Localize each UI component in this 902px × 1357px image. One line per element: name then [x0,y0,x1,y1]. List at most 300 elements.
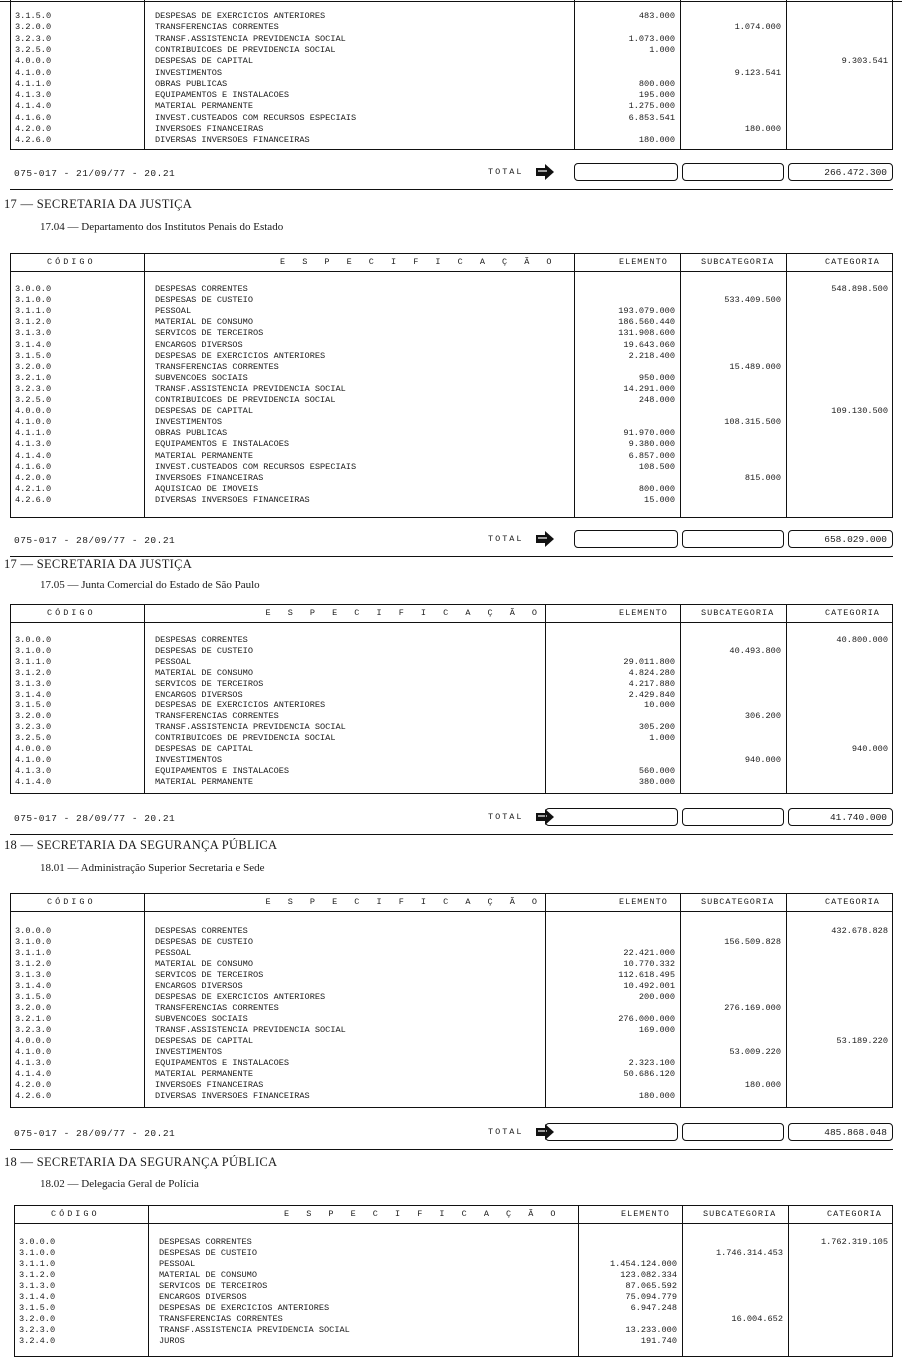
table-row [11,295,892,306]
row-code: 4.1.1.0 [15,428,52,439]
table-row [11,1058,892,1069]
row-subcategoria: 9.123.541 [734,67,781,78]
table-row [11,113,892,124]
row-code: 4.2.6.0 [15,494,52,505]
row-code: 4.2.6.0 [15,135,52,146]
row-code: 4.2.0.0 [15,1080,52,1090]
row-description: DESPESAS DE EXERCICIOS ANTERIORES [155,700,326,711]
table-row [11,937,892,948]
row-elemento: 6.947.248 [630,1303,677,1313]
total-label: TOTAL [488,1127,524,1137]
row-code: 3.1.1.0 [15,306,52,317]
row-code: 4.0.0.0 [15,406,52,417]
row-description: SERVICOS DE TERCEIROS [159,1281,268,1291]
table-row [11,306,892,317]
header-codigo: CÓDIGO [47,257,96,267]
row-code: 4.2.1.0 [15,483,52,494]
row-code: 3.1.4.0 [15,981,52,991]
row-description: PESSOAL [155,948,192,958]
category-total-box: 485.868.048 [788,1123,893,1141]
row-elemento: 108.500 [638,461,675,472]
table-row [15,1336,892,1347]
header-especificacao: E S P E C I F I C A Ç Ã O [284,1209,562,1219]
row-description: DESPESAS CORRENTES [155,284,248,294]
category-total-box: 41.740.000 [788,808,893,826]
row-code: 4.1.4.0 [15,101,52,112]
row-code: 4.1.3.0 [15,90,52,101]
header-subcategoria: SUBCATEGORIA [703,1209,777,1219]
row-code: 3.1.2.0 [19,1270,56,1280]
table-row [11,646,892,657]
row-description: DESPESAS DE EXERCICIOS ANTERIORES [155,11,326,21]
row-description: TRANSFERENCIAS CORRENTES [155,711,279,722]
row-description: MATERIAL DE CONSUMO [155,317,253,328]
section-subheading: 18.01 — Administração Superior Secretaria e Sede [40,862,265,874]
row-code: 3.1.5.0 [15,992,52,1002]
row-code: 3.1.2.0 [15,317,52,328]
table-row [11,395,892,406]
table-row [11,417,892,428]
row-code: 3.1.3.0 [15,328,52,339]
table-row [11,959,892,970]
table-row [11,1036,892,1047]
table-row [11,428,892,439]
row-elemento: 4.824.280 [628,667,675,678]
section-heading: 17 — SECRETARIA DA JUSTIÇA [4,557,193,571]
row-description: TRANSF.ASSISTENCIA PREVIDENCIA SOCIAL [155,33,346,44]
table-row [11,766,892,777]
table-row [15,1248,892,1259]
table-row [11,1014,892,1025]
row-code: 3.1.5.0 [15,11,52,21]
header-elemento: ELEMENTO [619,257,668,267]
table-footer [0,1123,902,1145]
row-elemento: 950.000 [638,372,675,383]
table-row [11,317,892,328]
row-description: TRANSF.ASSISTENCIA PREVIDENCIA SOCIAL [159,1325,350,1335]
row-categoria: 548.898.500 [831,284,888,294]
row-subcategoria: 156.509.828 [724,937,781,947]
row-code: 3.1.4.0 [15,689,52,700]
section-heading: 18 — SECRETARIA DA SEGURANÇA PÚBLICA [4,838,278,852]
table-footer [0,808,902,830]
row-elemento: 131.908.600 [618,328,675,339]
row-description: ENCARGOS DIVERSOS [155,339,243,350]
row-description: TRANSF.ASSISTENCIA PREVIDENCIA SOCIAL [155,722,346,733]
table-row [11,90,892,101]
row-subcategoria: 276.169.000 [724,1003,781,1013]
row-description: OBRAS PUBLICAS [155,78,228,89]
row-elemento: 1.073.000 [628,33,675,44]
row-description: EQUIPAMENTOS E INSTALACOES [155,1058,290,1068]
table-row [11,1025,892,1036]
row-subcategoria: 15.489.000 [729,361,781,372]
header-elemento: ELEMENTO [619,608,668,618]
row-code: 4.2.0.0 [15,124,52,134]
row-subcategoria: 108.315.500 [724,417,781,428]
footer-code: 075-017 - 28/09/77 - 20.21 [14,1128,176,1139]
row-description: INVESTIMENTOS [155,1047,223,1057]
table-row [15,1303,892,1314]
row-elemento: 112.618.495 [618,970,675,980]
table-row [11,439,892,450]
row-subcategoria: 940.000 [744,754,781,765]
row-code: 4.1.0.0 [15,417,52,428]
row-description: DESPESAS DE CUSTEIO [155,645,253,656]
row-description: TRANSFERENCIAS CORRENTES [155,361,279,372]
total-label: TOTAL [488,534,524,544]
table-row [15,1259,892,1270]
footer-code: 075-017 - 21/09/77 - 20.21 [14,168,176,179]
row-elemento: 169.000 [638,1025,675,1035]
header-subcategoria: SUBCATEGORIA [701,257,775,267]
table-row [11,1003,892,1014]
row-description: MATERIAL PERMANENTE [155,776,253,787]
row-elemento: 180.000 [638,1091,675,1101]
table-row [11,351,892,362]
subcategory-total-box [682,530,784,548]
row-elemento: 1.000 [649,733,675,744]
budget-table [10,604,893,794]
header-elemento: ELEMENTO [621,1209,670,1219]
footer-rule [10,834,893,835]
row-description: DESPESAS DE CAPITAL [155,406,253,417]
row-description: DESPESAS DE CUSTEIO [155,937,253,947]
row-elemento: 10.770.332 [623,959,675,969]
row-description: DESPESAS DE CAPITAL [155,56,253,67]
row-description: PESSOAL [159,1259,196,1269]
table-row [15,1270,892,1281]
table-row [11,101,892,112]
table-row [11,668,892,679]
table-row [15,1237,892,1248]
row-code: 4.1.4.0 [15,450,52,461]
row-categoria: 53.189.220 [836,1036,888,1046]
category-total-box: 658.029.000 [788,530,893,548]
subcategory-total-box [682,163,784,181]
row-description: DESPESAS CORRENTES [159,1237,252,1247]
row-description: PESSOAL [155,656,192,667]
header-especificacao: E S P E C I F I C A Ç Ã O [265,897,544,907]
table-row [11,1091,892,1102]
element-total-box [545,1123,678,1141]
row-code: 3.0.0.0 [15,635,52,645]
row-elemento: 560.000 [638,765,675,776]
row-subcategoria: 180.000 [744,1080,781,1090]
row-code: 3.2.3.0 [15,33,52,44]
header-codigo: CÓDIGO [47,897,96,907]
row-elemento: 195.000 [638,90,675,101]
table-row [11,690,892,701]
row-description: INVEST.CUSTEADOS COM RECURSOS ESPECIAIS [155,112,357,123]
budget-table [10,893,893,1108]
table-row [11,679,892,690]
table-row [11,45,892,56]
row-code: 3.2.0.0 [15,22,52,33]
element-total-box [574,530,678,548]
row-description: SUBVENCOES SOCIAIS [155,1014,248,1024]
header-categoria: CATEGORIA [825,608,880,618]
row-elemento: 87.065.592 [625,1281,677,1291]
table-row [11,135,892,146]
row-elemento: 10.000 [644,700,675,711]
row-elemento: 2.323.100 [628,1058,675,1068]
row-description: DESPESAS DE EXERCICIOS ANTERIORES [159,1303,330,1313]
row-description: DESPESAS CORRENTES [155,926,248,936]
row-description: DESPESAS DE CAPITAL [155,1036,253,1046]
row-description: INVERSOES FINANCEIRAS [155,1080,264,1090]
section-subheading: 18.02 — Delegacia Geral de Polícia [40,1178,199,1190]
row-code: 3.1.3.0 [19,1281,56,1291]
row-subcategoria: 1.074.000 [734,22,781,33]
row-code: 3.2.0.0 [15,711,52,722]
table-row [11,1047,892,1058]
row-description: ENCARGOS DIVERSOS [155,689,243,700]
row-code: 3.1.0.0 [15,937,52,947]
table-row [11,328,892,339]
row-code: 4.1.4.0 [15,776,52,787]
row-description: TRANSF.ASSISTENCIA PREVIDENCIA SOCIAL [155,1025,346,1035]
row-description: MATERIAL DE CONSUMO [155,667,253,678]
row-description: ENCARGOS DIVERSOS [159,1292,247,1302]
header-elemento: ELEMENTO [619,897,668,907]
budget-table [10,0,893,150]
row-elemento: 29.011.800 [623,656,675,667]
row-code: 3.2.1.0 [15,1014,52,1024]
row-categoria: 9.303.541 [841,56,888,67]
row-code: 3.1.2.0 [15,667,52,678]
row-elemento: 483.000 [638,11,675,21]
row-code: 3.1.0.0 [15,645,52,656]
row-description: PESSOAL [155,306,192,317]
row-elemento: 22.421.000 [623,948,675,958]
table-row [11,1069,892,1080]
row-code: 4.1.3.0 [15,439,52,450]
row-code: 4.2.0.0 [15,472,52,483]
row-code: 3.2.0.0 [15,1003,52,1013]
table-row [11,34,892,45]
table-row [11,948,892,959]
table-row [11,11,892,22]
table-row [11,1080,892,1091]
table-header [11,254,892,272]
row-code: 3.2.3.0 [15,383,52,394]
row-elemento: 19.643.060 [623,339,675,350]
element-total-box [574,163,678,181]
table-row [11,777,892,788]
table-row [11,484,892,495]
row-description: INVESTIMENTOS [155,67,223,78]
table-header [15,1206,892,1224]
table-row [11,970,892,981]
row-elemento: 123.082.334 [620,1270,677,1280]
row-code: 4.1.1.0 [15,78,52,89]
row-code: 3.1.5.0 [15,350,52,361]
table-row [11,992,892,1003]
row-description: JUROS [159,1336,185,1346]
row-code: 3.1.3.0 [15,970,52,980]
row-code: 4.0.0.0 [15,1036,52,1046]
row-code: 3.2.5.0 [15,733,52,744]
row-elemento: 380.000 [638,776,675,787]
row-description: MATERIAL PERMANENTE [155,1069,253,1079]
header-especificacao: E S P E C I F I C A Ç Ã O [280,257,558,267]
table-row [15,1281,892,1292]
row-description: DESPESAS DE EXERCICIOS ANTERIORES [155,350,326,361]
row-description: OBRAS PUBLICAS [155,428,228,439]
table-row [11,733,892,744]
table-row [11,362,892,373]
row-description: DESPESAS DE CUSTEIO [155,295,253,306]
table-row [11,79,892,90]
row-elemento: 800.000 [638,78,675,89]
row-elemento: 1.275.000 [628,101,675,112]
table-row [11,284,892,295]
footer-code: 075-017 - 28/09/77 - 20.21 [14,535,176,546]
row-subcategoria: 180.000 [744,124,781,134]
total-label: TOTAL [488,812,524,822]
table-footer [0,163,902,185]
row-description: CONTRIBUICOES DE PREVIDENCIA SOCIAL [155,44,336,55]
row-categoria: 109.130.500 [831,406,888,417]
row-subcategoria: 533.409.500 [724,295,781,306]
row-code: 3.0.0.0 [15,284,52,294]
row-code: 4.1.0.0 [15,1047,52,1057]
header-subcategoria: SUBCATEGORIA [701,897,775,907]
subcategory-total-box [682,808,784,826]
row-code: 4.1.6.0 [15,461,52,472]
row-code: 3.1.5.0 [15,700,52,711]
row-description: DESPESAS CORRENTES [155,635,248,645]
table-row [11,384,892,395]
row-categoria: 432.678.828 [831,926,888,936]
row-elemento: 2.218.400 [628,350,675,361]
row-elemento: 13.233.000 [625,1325,677,1335]
row-code: 4.1.3.0 [15,765,52,776]
table-row [11,755,892,766]
row-categoria: 940.000 [851,744,888,754]
row-elemento: 15.000 [644,494,675,505]
row-code: 3.2.3.0 [19,1325,56,1335]
row-description: TRANSFERENCIAS CORRENTES [155,1003,279,1013]
row-code: 3.1.1.0 [15,948,52,958]
table-row [11,700,892,711]
table-row [11,473,892,484]
table-row [11,451,892,462]
row-elemento: 91.970.000 [623,428,675,439]
table-header [11,605,892,623]
footer-rule [10,1149,893,1150]
row-subcategoria: 1.746.314.453 [715,1248,783,1258]
table-row [15,1325,892,1336]
row-description: MATERIAL DE CONSUMO [155,959,253,969]
element-total-box [545,808,678,826]
row-description: INVESTIMENTOS [155,754,223,765]
row-code: 3.2.0.0 [19,1314,56,1324]
row-description: DESPESAS DE EXERCICIOS ANTERIORES [155,992,326,1002]
table-row [11,657,892,668]
footer-code: 075-017 - 28/09/77 - 20.21 [14,813,176,824]
row-elemento: 9.380.000 [628,439,675,450]
row-code: 3.2.4.0 [19,1336,56,1346]
row-description: TRANSFERENCIAS CORRENTES [155,22,279,33]
row-description: DIVERSAS INVERSOES FINANCEIRAS [155,1091,310,1101]
row-code: 3.1.0.0 [15,295,52,306]
row-elemento: 180.000 [638,135,675,146]
row-code: 3.1.1.0 [15,656,52,667]
row-code: 4.1.4.0 [15,1069,52,1079]
budget-table [14,1205,893,1357]
header-categoria: CATEGORIA [827,1209,882,1219]
table-row [11,711,892,722]
table-header [11,894,892,912]
row-code: 4.1.0.0 [15,67,52,78]
row-code: 3.1.4.0 [15,339,52,350]
row-code: 3.1.5.0 [19,1303,56,1313]
table-row [11,373,892,384]
row-code: 3.0.0.0 [19,1237,56,1247]
row-description: ENCARGOS DIVERSOS [155,981,243,991]
row-description: SERVICOS DE TERCEIROS [155,678,264,689]
section-subheading: 17.05 — Junta Comercial do Estado de São Paulo [40,579,260,591]
footer-rule [10,189,893,190]
row-subcategoria: 53.009.220 [729,1047,781,1057]
row-code: 4.2.6.0 [15,1091,52,1101]
table-row [11,22,892,33]
row-description: DIVERSAS INVERSOES FINANCEIRAS [155,135,310,146]
row-code: 3.2.3.0 [15,722,52,733]
row-elemento: 4.217.880 [628,678,675,689]
table-row [11,68,892,79]
row-code: 3.1.3.0 [15,678,52,689]
row-description: SERVICOS DE TERCEIROS [155,970,264,980]
row-description: INVERSOES FINANCEIRAS [155,124,264,134]
table-row [11,462,892,473]
row-categoria: 40.800.000 [836,635,888,645]
table-row [11,56,892,67]
row-subcategoria: 40.493.800 [729,645,781,656]
row-code: 3.2.5.0 [15,44,52,55]
row-subcategoria: 16.004.652 [731,1314,783,1324]
row-description: EQUIPAMENTOS E INSTALACOES [155,90,290,101]
row-elemento: 800.000 [638,483,675,494]
row-code: 3.2.3.0 [15,1025,52,1035]
row-code: 3.2.5.0 [15,395,52,405]
row-description: TRANSFERENCIAS CORRENTES [159,1314,283,1324]
row-code: 3.1.1.0 [19,1259,56,1269]
row-elemento: 193.079.000 [618,306,675,317]
row-description: MATERIAL DE CONSUMO [159,1270,257,1280]
row-elemento: 191.740 [640,1336,677,1346]
table-row [11,124,892,135]
row-description: INVEST.CUSTEADOS COM RECURSOS ESPECIAIS [155,461,357,472]
row-subcategoria: 815.000 [744,472,781,483]
row-description: SUBVENCOES SOCIAIS [155,372,248,383]
row-elemento: 2.429.840 [628,689,675,700]
category-total-box: 266.472.300 [788,163,893,181]
arrow-right-icon [534,530,556,548]
table-footer [0,530,902,552]
table-row [11,981,892,992]
total-label: TOTAL [488,167,524,177]
table-row [15,1314,892,1325]
row-description: MATERIAL PERMANENTE [155,450,253,461]
row-code: 4.1.3.0 [15,1058,52,1068]
section-heading: 18 — SECRETARIA DA SEGURANÇA PÚBLICA [4,1155,278,1169]
row-description: DIVERSAS INVERSOES FINANCEIRAS [155,494,310,505]
row-description: DESPESAS DE CUSTEIO [159,1248,257,1258]
row-categoria: 1.762.319.105 [820,1237,888,1247]
